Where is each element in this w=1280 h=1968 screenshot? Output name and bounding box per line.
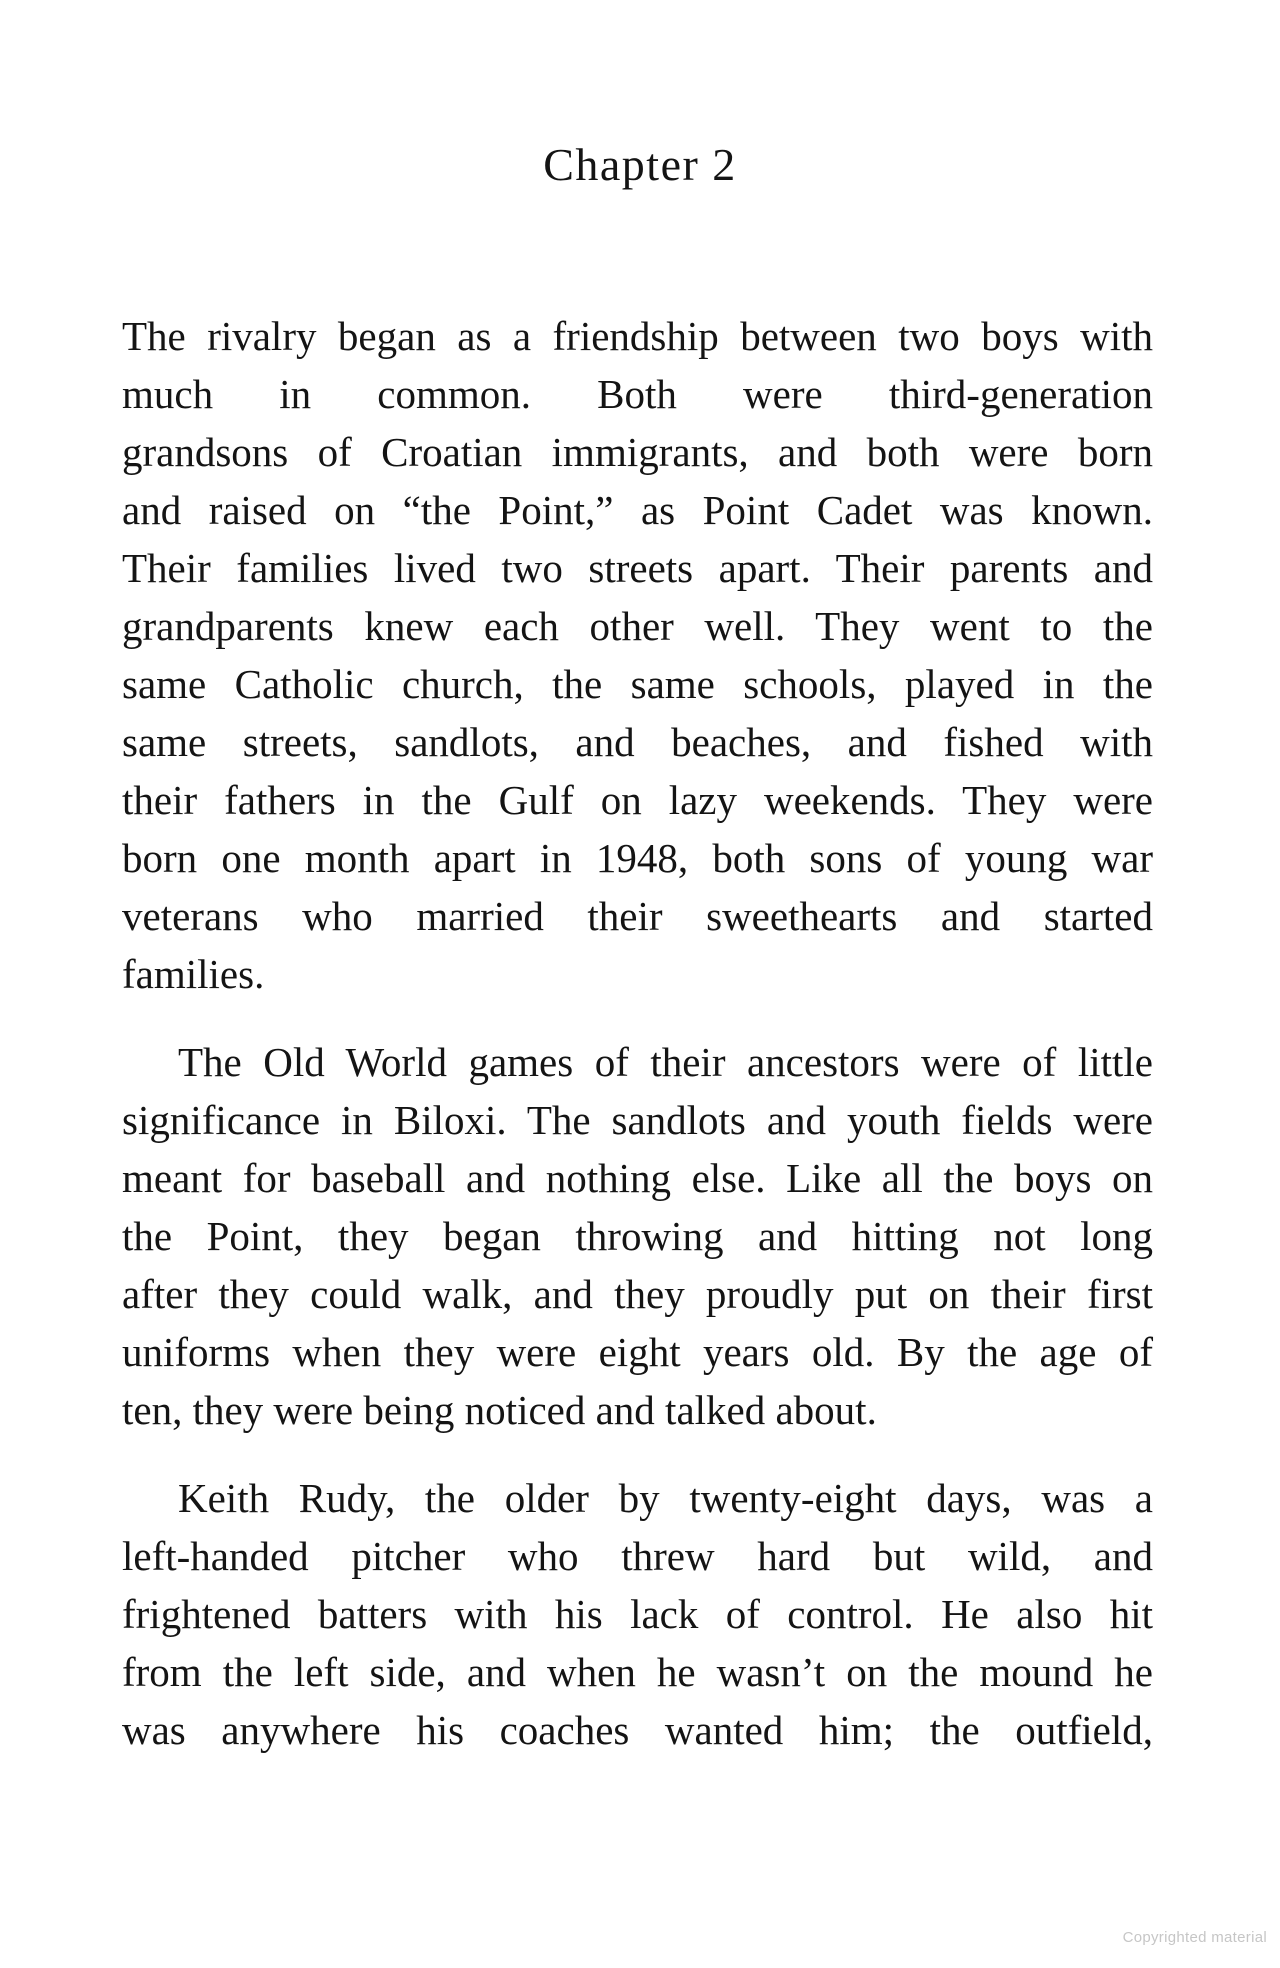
text-line: grandparents knew each other well. They went to the: [122, 603, 1153, 649]
text-line: same streets, sandlots, and beaches, and fished with: [122, 719, 1153, 765]
text-line: frightened batters with his lack of control. He also hit: [122, 1591, 1153, 1637]
paragraph: [122, 1033, 1153, 1439]
text-line: born one month apart in 1948, both sons of young war: [122, 835, 1153, 881]
text-line: was anywhere his coaches wanted him; the outfield,: [122, 1707, 1153, 1753]
text-line: Keith Rudy, the older by twenty-eight days, was a: [178, 1475, 1153, 1521]
text-line: uniforms when they were eight years old. By the age of: [122, 1329, 1153, 1375]
paragraph: [122, 1469, 1153, 1759]
text-line: and raised on “the Point,” as Point Cadet was known.: [122, 487, 1153, 533]
chapter-heading: Chapter 2: [543, 139, 737, 190]
text-line: significance in Biloxi. The sandlots and youth fields were: [122, 1097, 1153, 1143]
text-line: The rivalry began as a friendship between two boys with: [122, 313, 1153, 359]
text-line: Their families lived two streets apart. Their parents and: [122, 545, 1153, 591]
text-line: grandsons of Croatian immigrants, and both were born: [122, 429, 1153, 475]
copyright-watermark: Copyrighted material: [1122, 1929, 1267, 1946]
text-line: from the left side, and when he wasn’t on the mound he: [122, 1649, 1153, 1695]
text-line: The Old World games of their ancestors were of little: [178, 1039, 1153, 1085]
text-line: left-handed pitcher who threw hard but wild, and: [122, 1533, 1153, 1579]
text-line: veterans who married their sweethearts and started: [122, 893, 1153, 939]
text-line: same Catholic church, the same schools, played in the: [122, 661, 1153, 707]
text-line: much in common. Both were third-generation: [122, 371, 1153, 417]
text-line: meant for baseball and nothing else. Like all the boys on: [122, 1155, 1153, 1201]
body-text-block: [122, 307, 1153, 1759]
paragraph: [122, 307, 1153, 1003]
text-line: after they could walk, and they proudly put on their first: [122, 1271, 1153, 1317]
text-line: ten, they were being noticed and talked about.: [122, 1387, 877, 1433]
text-line: their fathers in the Gulf on lazy weekends. They were: [122, 777, 1153, 823]
text-line: the Point, they began throwing and hitting not long: [122, 1213, 1153, 1259]
text-line: families.: [122, 951, 265, 997]
